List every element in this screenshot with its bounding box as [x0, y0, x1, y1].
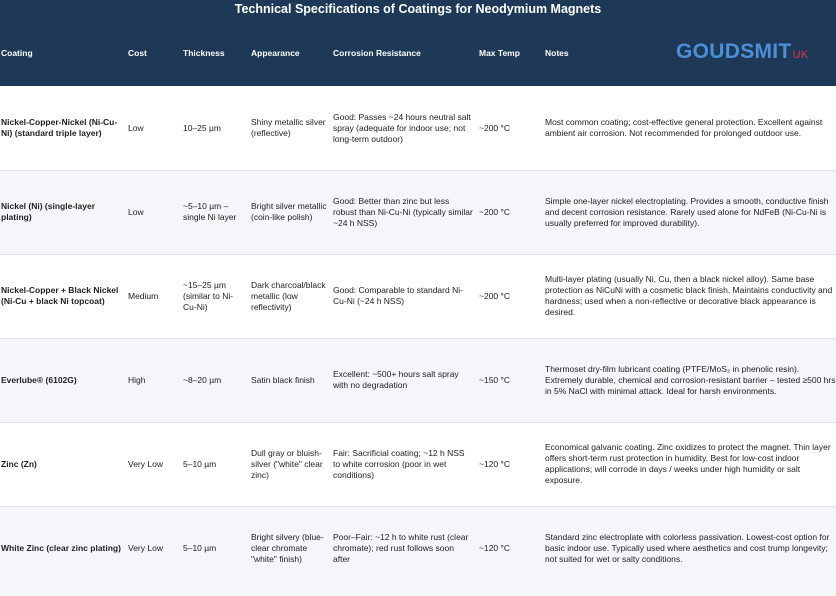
column-header-max-temp: Max Temp [479, 48, 520, 58]
cell-coating: Zinc (Zn) [1, 458, 37, 469]
cell-cost: Medium [128, 290, 159, 301]
row-divider [0, 506, 836, 507]
cell-corrosion: Good: Better than zinc but less robust than Ni-Cu-Ni (typically similar ~24 h NSS) [333, 195, 473, 228]
cell-thickness: ~15–25 µm (similar to Ni-Cu-Ni) [183, 279, 234, 312]
cell-appearance: Dull gray or bluish-silver ("white" clear zinc) [251, 447, 323, 480]
cell-thickness: 10–25 µm [183, 122, 221, 133]
cell-max-temp: ~200 °C [479, 290, 511, 301]
table-row [0, 170, 836, 254]
row-divider [0, 254, 836, 255]
table-header [0, 0, 836, 86]
column-header-coating: Coating [1, 48, 33, 58]
table-row [0, 86, 836, 170]
cell-max-temp: ~120 °C [479, 458, 511, 469]
cell-appearance: Satin black finish [251, 374, 315, 385]
page-title: Technical Specifications of Coatings for Neodymium Magnets [234, 2, 602, 16]
cell-appearance: Bright silvery (blue-clear chromate "white" finish) [251, 531, 324, 564]
cell-corrosion: Poor–Fair: ~12 h to white rust (clear chromate); red rust follows soon after [333, 531, 469, 564]
table-row [0, 338, 836, 422]
cell-notes: Thermoset dry-film lubricant coating (PTFE/MoS₂ in phenolic resin). Extremely durable, chemical and corrosion-resistant barrier – tested ≥500 hrs in 5% NaCl with minimal attack. Ideal for harsh environments. [545, 363, 836, 396]
table-row [0, 254, 836, 338]
row-divider [0, 422, 836, 423]
cell-notes: Standard zinc electroplate with colorless passivation. Lowest-cost option for basic indoor use. Typically used where aesthetics and cost trump longevity; not suited for wet or salty conditions. [545, 531, 830, 564]
cell-notes: Most common coating; cost-effective general protection. Excellent against ambient air corrosion. Not recommended for prolonged outdoor use. [545, 117, 823, 138]
row-divider [0, 170, 836, 171]
cell-thickness: 5–10 µm [183, 458, 217, 469]
cell-corrosion: Good: Passes ~24 hours neutral salt spray (adequate for indoor use; not long-term outdoor) [333, 111, 471, 144]
cell-thickness: ~5–10 µm – single Ni layer [183, 201, 237, 222]
cell-max-temp: ~200 °C [479, 206, 511, 217]
cell-notes: Multi-layer plating (usually Ni, Cu, then a black nickel alloy). Same base protection as NiCuNi with a cosmetic black finish. Maintains conductivity and hardness; used when a non-reflective or decorative black appearance is desired. [545, 274, 833, 317]
cell-corrosion: Excellent: ~500+ hours salt spray with no degradation [333, 369, 459, 390]
cell-max-temp: ~200 °C [479, 122, 511, 133]
brand-logo-suffix: UK [792, 49, 809, 61]
cell-cost: Very Low [128, 458, 163, 469]
cell-corrosion: Good: Comparable to standard Ni-Cu-Ni (~24 h NSS) [333, 285, 463, 306]
brand-logo-text: GOUDSMIT [676, 40, 792, 63]
cell-cost: Low [128, 206, 144, 217]
column-header-appearance: Appearance [251, 48, 300, 58]
column-header-thickness: Thickness [183, 48, 225, 58]
cell-cost: High [128, 374, 146, 385]
cell-coating: White Zinc (clear zinc plating) [1, 542, 121, 553]
brand-logo [676, 40, 808, 64]
table-row [0, 422, 836, 506]
cell-cost: Very Low [128, 542, 163, 553]
cell-max-temp: ~150 °C [479, 374, 511, 385]
cell-max-temp: ~120 °C [479, 542, 511, 553]
cell-thickness: 5–10 µm [183, 542, 217, 553]
column-header-notes: Notes [545, 48, 569, 58]
column-header-cost: Cost [128, 48, 147, 58]
cell-coating: Nickel (Ni) (single-layer plating) [1, 201, 96, 222]
cell-thickness: ~8–20 µm [183, 374, 222, 385]
cell-coating: Everlube® (6102G) [1, 374, 77, 385]
cell-coating: Nickel-Copper-Nickel (Ni-Cu-Ni) (standard triple layer) [1, 117, 118, 138]
cell-appearance: Dark charcoal/black metallic (low reflectivity) [251, 279, 326, 312]
cell-coating: Nickel-Copper + Black Nickel (Ni-Cu + black Ni topcoat) [1, 285, 119, 306]
cell-appearance: Shiny metallic silver (reflective) [251, 117, 326, 138]
table-row [0, 506, 836, 596]
cell-notes: Economical galvanic coating. Zinc oxidizes to protect the magnet. Thin layer offers short-term rust protection in humidity. Best for low-cost indoor applications; will corrode in days / weeks under high humidity or salt exposure. [545, 442, 831, 485]
row-divider [0, 338, 836, 339]
cell-appearance: Bright silver metallic (coin-like polish) [251, 201, 327, 222]
column-header-corrosion: Corrosion Resistance [333, 48, 421, 58]
cell-corrosion: Fair: Sacrificial coating; ~12 h NSS to white corrosion (poor in wet conditions) [333, 447, 465, 480]
cell-notes: Simple one-layer nickel electroplating. Provides a smooth, conductive finish and decent corrosion resistance. Rarely used alone for NdFeB (Ni-Cu-Ni is usually preferred for improved durability). [545, 195, 829, 228]
cell-cost: Low [128, 122, 144, 133]
